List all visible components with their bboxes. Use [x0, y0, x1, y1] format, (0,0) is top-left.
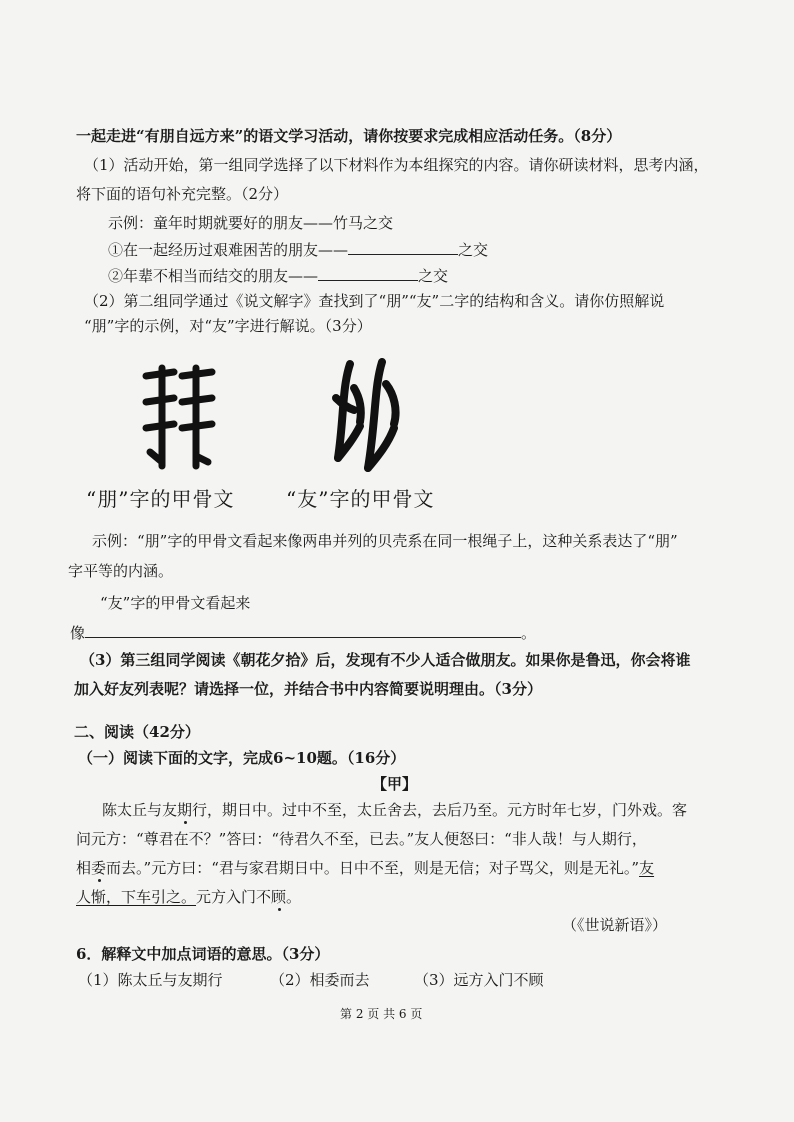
- q5-part1-item1: [108, 239, 488, 260]
- q6-item2: （2）相委而去: [270, 971, 370, 989]
- peng-example-line1: 示例：“朋”字的甲骨文看起来像两串并列的贝壳系在同一根绳子上，这种关系表达了“朋”: [92, 532, 678, 550]
- q5-part1-item2: [108, 265, 448, 286]
- passage-line3: [76, 858, 654, 878]
- you-prompt-line: “友”字的甲骨文看起来: [100, 594, 251, 612]
- passage-line1: [102, 800, 687, 820]
- passage-text: 而去。”元方曰：“君与家君期日中。日中不至，则是无信；对子骂父，则是无礼。”: [106, 859, 640, 877]
- passage-line2: 问元方：“尊君在不？”答曰：“待君久不至，已去。”友人便怒曰：“非人哉！与人期行，: [76, 830, 647, 848]
- you-caption: “友”字的甲骨文: [286, 487, 435, 511]
- peng-oracle-bone-glyph: [138, 362, 222, 472]
- q5-intro: 一起走进“有朋自远方来”的语文学习活动，请你按要求完成相应活动任务。（8分）: [76, 127, 622, 145]
- answer-prefix: 像: [70, 624, 86, 642]
- q6-item3: （3）远方入门不顾: [414, 971, 544, 989]
- q6-item1: （1）陈太丘与友期行: [78, 971, 223, 989]
- q5-part2-line2: “朋”字的示例，对“友”字进行解说。（3分）: [84, 317, 372, 335]
- dotted-word-gu: 顾: [271, 888, 287, 906]
- q5-part1-line2: 将下面的语句补充完整。（2分）: [76, 185, 289, 203]
- q5-part1-example: 示例：童年时期就要好的朋友——竹马之交: [108, 214, 394, 232]
- section2-heading: 二、阅读（42分）: [74, 723, 200, 741]
- you-answer-line: [70, 622, 536, 643]
- passage-line4: [76, 887, 301, 907]
- q5-part3-line2: 加入好友列表呢？请选择一位，并结合书中内容简要说明理由。（3分）: [74, 680, 542, 698]
- you-oracle-bone-glyph: [332, 358, 410, 474]
- dotted-word-qi: 期: [177, 801, 193, 819]
- item1-prefix: ①在一起经历过艰难困苦的朋友——: [108, 241, 349, 259]
- answer-blank-3[interactable]: [85, 622, 521, 638]
- passage-text: 行，期日中。过中不至，太丘舍去，去后乃至。元方时年七岁，门外戏。客: [192, 801, 688, 819]
- peng-caption: “朋”字的甲骨文: [86, 487, 235, 511]
- q5-part3-line1: （3）第三组同学阅读《朝花夕拾》后，发现有不少人适合做朋友。如果你是鲁迅，你会将谁: [80, 651, 691, 669]
- answer-blank-1[interactable]: [348, 239, 458, 255]
- q6-stem: 6．解释文中加点词语的意思。（3分）: [76, 945, 330, 963]
- page-footer: 第 2 页 共 6 页: [340, 1007, 423, 1021]
- dotted-word-wei: 委: [91, 859, 107, 877]
- q5-part1-line1: （1）活动开始，第一组同学选择了以下材料作为本组探究的内容。请你研读材料，思考内涵，: [84, 156, 709, 174]
- answer-blank-2[interactable]: [318, 265, 418, 281]
- item2-prefix: ②年辈不相当而结交的朋友——: [108, 267, 319, 285]
- section2-sub1: （一）阅读下面的文字，完成6~10题。（16分）: [78, 749, 406, 767]
- item2-suffix: 之交: [418, 267, 449, 285]
- passage-text: 元方入门不: [196, 888, 272, 906]
- underlined-text: 友: [639, 859, 655, 877]
- q5-part2-line1: （2）第二组同学通过《说文解字》查找到了“朋”“友”二字的结构和含义。请你仿照解说: [84, 292, 665, 310]
- passage-text: 。: [286, 888, 302, 906]
- passage-text: 相: [76, 859, 92, 877]
- answer-suffix: 。: [521, 624, 537, 642]
- passage-label-jia: 【甲】: [372, 775, 418, 793]
- item1-suffix: 之交: [458, 241, 489, 259]
- passage-text: 陈太丘与友: [102, 801, 178, 819]
- peng-example-line2: 字平等的内涵。: [68, 562, 174, 580]
- passage-source: （《世说新语》）: [562, 916, 668, 934]
- underlined-text: 人惭，下车引之。: [76, 888, 197, 906]
